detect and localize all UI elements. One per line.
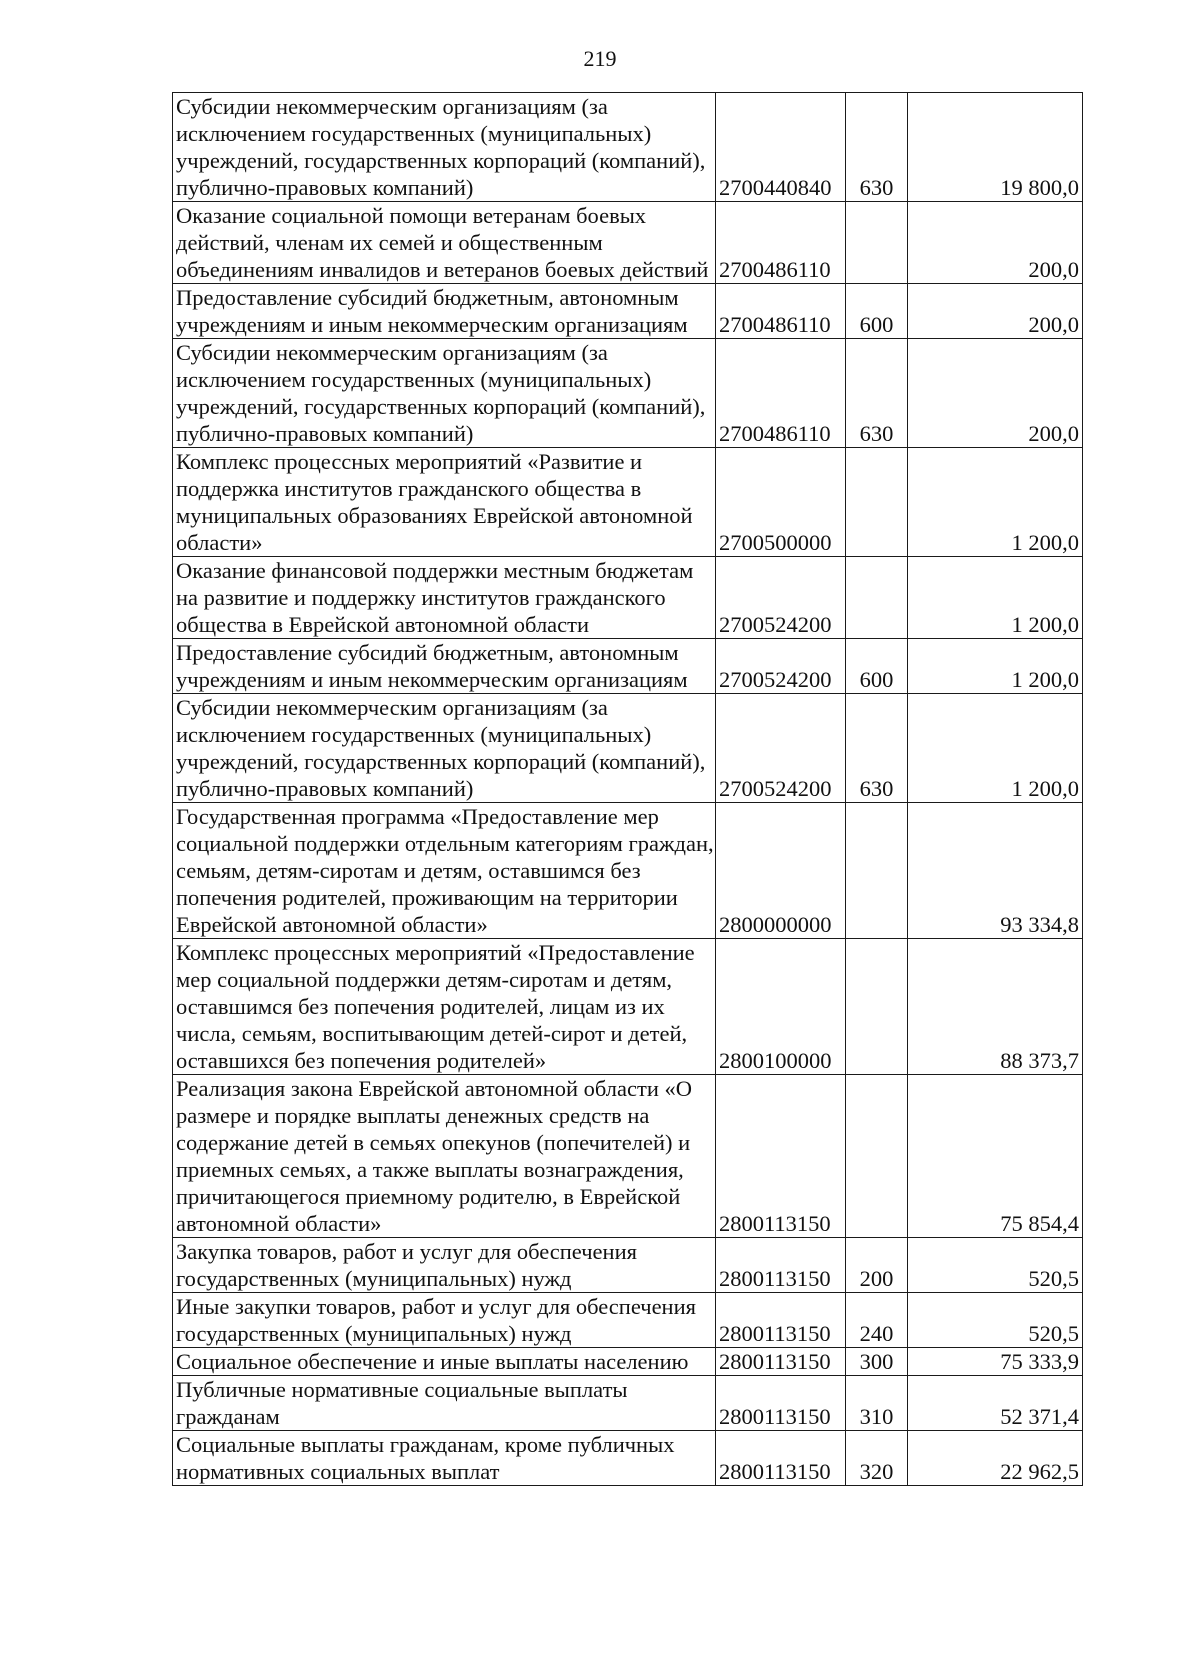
row-type-cell (846, 557, 908, 639)
row-name-line: Социальное обеспечение и иные выплаты населению (176, 1349, 689, 1374)
row-amount-cell: 75 854,4 (908, 1075, 1083, 1238)
row-name-line: объединениям инвалидов и ветеранов боевых действий (176, 257, 709, 282)
row-name-cell (173, 93, 716, 202)
row-name-cell (173, 284, 716, 339)
row-code-cell: 2700486110 (716, 202, 846, 284)
row-name-line: учреждений, государственных корпораций (компаний), (176, 394, 706, 419)
row-name-line: оставшихся без попечения родителей» (176, 1048, 547, 1073)
row-amount-cell: 22 962,5 (908, 1431, 1083, 1486)
row-type-cell (846, 202, 908, 284)
row-name-line: Государственная программа «Предоставление мер (176, 804, 659, 829)
row-name-cell (173, 202, 716, 284)
row-amount-cell: 1 200,0 (908, 639, 1083, 694)
row-name-cell (173, 557, 716, 639)
row-name-line: гражданам (176, 1404, 280, 1429)
row-type-cell: 630 (846, 339, 908, 448)
row-name-cell (173, 694, 716, 803)
row-code-cell: 2800113150 (716, 1293, 846, 1348)
row-name-line: Комплекс процессных мероприятий «Развитие и (176, 449, 643, 474)
row-type-cell: 630 (846, 93, 908, 202)
table-row (173, 939, 1083, 1075)
table-row (173, 1238, 1083, 1293)
row-name-line: мер социальной поддержки детям-сиротам и детям, (176, 967, 673, 992)
row-name-line: числа, семьям, воспитывающим детей-сирот и детей, (176, 1021, 688, 1046)
row-type-cell (846, 939, 908, 1075)
row-name-line: исключением государственных (муниципальных) (176, 121, 652, 146)
row-code-cell: 2800113150 (716, 1431, 846, 1486)
row-name-line: Закупка товаров, работ и услуг для обеспечения (176, 1239, 637, 1264)
row-name-line: Иные закупки товаров, работ и услуг для обеспечения (176, 1294, 696, 1319)
row-type-cell: 200 (846, 1238, 908, 1293)
row-name-line: учреждениям и иным некоммерческим организациям (176, 312, 688, 337)
row-name-line: Комплекс процессных мероприятий «Предоставление (176, 940, 695, 965)
row-amount-cell: 520,5 (908, 1238, 1083, 1293)
row-type-cell: 600 (846, 284, 908, 339)
table-row (173, 202, 1083, 284)
row-name-line: социальной поддержки отдельным категориям граждан, (176, 831, 714, 856)
row-name-line: публично-правовых компаний) (176, 175, 474, 200)
row-name-line: Субсидии некоммерческим организациям (за (176, 94, 608, 119)
row-name-line: действий, членам их семей и общественным (176, 230, 603, 255)
row-amount-cell: 88 373,7 (908, 939, 1083, 1075)
row-name-line: приемных семьях, а также выплаты вознаграждения, (176, 1157, 684, 1182)
row-code-cell: 2700500000 (716, 448, 846, 557)
row-type-cell (846, 1075, 908, 1238)
row-amount-cell: 1 200,0 (908, 694, 1083, 803)
row-name-line: Социальные выплаты гражданам, кроме публичных (176, 1432, 675, 1457)
row-code-cell: 2700486110 (716, 284, 846, 339)
row-name-line: Оказание финансовой поддержки местным бюджетам (176, 558, 694, 583)
table-row (173, 448, 1083, 557)
row-name-cell (173, 339, 716, 448)
row-name-line: учреждениям и иным некоммерческим организациям (176, 667, 688, 692)
row-name-line: автономной области» (176, 1211, 382, 1236)
row-name-line: Субсидии некоммерческим организациям (за (176, 340, 608, 365)
row-name-cell (173, 639, 716, 694)
budget-table-body (173, 93, 1083, 1486)
row-type-cell: 300 (846, 1348, 908, 1376)
row-type-cell: 320 (846, 1431, 908, 1486)
row-name-line: учреждений, государственных корпораций (компаний), (176, 749, 706, 774)
row-name-line: исключением государственных (муниципальных) (176, 367, 652, 392)
row-name-line: учреждений, государственных корпораций (компаний), (176, 148, 706, 173)
row-name-line: Предоставление субсидий бюджетным, автономным (176, 285, 679, 310)
table-row (173, 1293, 1083, 1348)
row-name-line: муниципальных образованиях Еврейской автономной (176, 503, 693, 528)
row-name-line: Еврейской автономной области» (176, 912, 488, 937)
row-type-cell: 630 (846, 694, 908, 803)
row-amount-cell: 1 200,0 (908, 557, 1083, 639)
row-amount-cell: 200,0 (908, 284, 1083, 339)
row-name-line: Реализация закона Еврейской автономной области «О (176, 1076, 692, 1101)
row-code-cell: 2700524200 (716, 557, 846, 639)
row-name-cell (173, 939, 716, 1075)
budget-table (172, 92, 1083, 1486)
row-name-cell (173, 1238, 716, 1293)
row-type-cell: 600 (846, 639, 908, 694)
row-code-cell: 2800100000 (716, 939, 846, 1075)
row-name-line: семьям, детям-сиротам и детям, оставшимся без (176, 858, 641, 883)
row-amount-cell: 1 200,0 (908, 448, 1083, 557)
row-name-cell (173, 1348, 716, 1376)
row-code-cell: 2800113150 (716, 1348, 846, 1376)
table-row (173, 93, 1083, 202)
row-code-cell: 2800000000 (716, 803, 846, 939)
row-type-cell (846, 803, 908, 939)
row-name-line: государственных (муниципальных) нужд (176, 1266, 572, 1291)
row-type-cell: 240 (846, 1293, 908, 1348)
row-name-line: нормативных социальных выплат (176, 1459, 500, 1484)
row-amount-cell: 75 333,9 (908, 1348, 1083, 1376)
row-name-line: размере и порядке выплаты денежных средств на (176, 1103, 650, 1128)
table-row (173, 284, 1083, 339)
row-amount-cell: 520,5 (908, 1293, 1083, 1348)
page-number: 219 (583, 46, 617, 71)
row-name-cell (173, 1293, 716, 1348)
row-name-line: оставшимся без попечения родителей, лицам из их (176, 994, 665, 1019)
row-name-line: на развитие и поддержку институтов гражданского (176, 585, 666, 610)
row-name-line: Публичные нормативные социальные выплаты (176, 1377, 628, 1402)
row-name-line: причитающегося приемному родителю, в Еврейской (176, 1184, 681, 1209)
row-code-cell: 2800113150 (716, 1075, 846, 1238)
row-code-cell: 2700486110 (716, 339, 846, 448)
row-name-line: Оказание социальной помощи ветеранам боевых (176, 203, 647, 228)
row-name-line: попечения родителей, проживающим на территории (176, 885, 678, 910)
table-row (173, 1075, 1083, 1238)
row-amount-cell: 200,0 (908, 339, 1083, 448)
table-row (173, 803, 1083, 939)
row-name-line: Субсидии некоммерческим организациям (за (176, 695, 608, 720)
row-name-line: государственных (муниципальных) нужд (176, 1321, 572, 1346)
row-name-line: публично-правовых компаний) (176, 421, 474, 446)
table-row (173, 639, 1083, 694)
row-name-cell (173, 448, 716, 557)
row-name-cell (173, 1431, 716, 1486)
table-row (173, 1376, 1083, 1431)
row-code-cell: 2700524200 (716, 639, 846, 694)
row-name-cell (173, 803, 716, 939)
row-code-cell: 2700524200 (716, 694, 846, 803)
row-amount-cell: 19 800,0 (908, 93, 1083, 202)
table-row (173, 1348, 1083, 1376)
row-name-line: общества в Еврейской автономной области (176, 612, 590, 637)
row-amount-cell: 200,0 (908, 202, 1083, 284)
row-name-cell (173, 1075, 716, 1238)
row-name-line: Предоставление субсидий бюджетным, автономным (176, 640, 679, 665)
table-row (173, 339, 1083, 448)
row-name-line: поддержка институтов гражданского общества в (176, 476, 642, 501)
row-name-cell (173, 1376, 716, 1431)
table-row (173, 694, 1083, 803)
row-name-line: исключением государственных (муниципальных) (176, 722, 652, 747)
row-type-cell: 310 (846, 1376, 908, 1431)
row-name-line: области» (176, 530, 263, 555)
row-name-line: публично-правовых компаний) (176, 776, 474, 801)
table-row (173, 1431, 1083, 1486)
row-name-line: содержание детей в семьях опекунов (попечителей) и (176, 1130, 691, 1155)
row-code-cell: 2800113150 (716, 1376, 846, 1431)
row-code-cell: 2800113150 (716, 1238, 846, 1293)
table-row (173, 557, 1083, 639)
row-type-cell (846, 448, 908, 557)
row-code-cell: 2700440840 (716, 93, 846, 202)
row-amount-cell: 52 371,4 (908, 1376, 1083, 1431)
row-amount-cell: 93 334,8 (908, 803, 1083, 939)
